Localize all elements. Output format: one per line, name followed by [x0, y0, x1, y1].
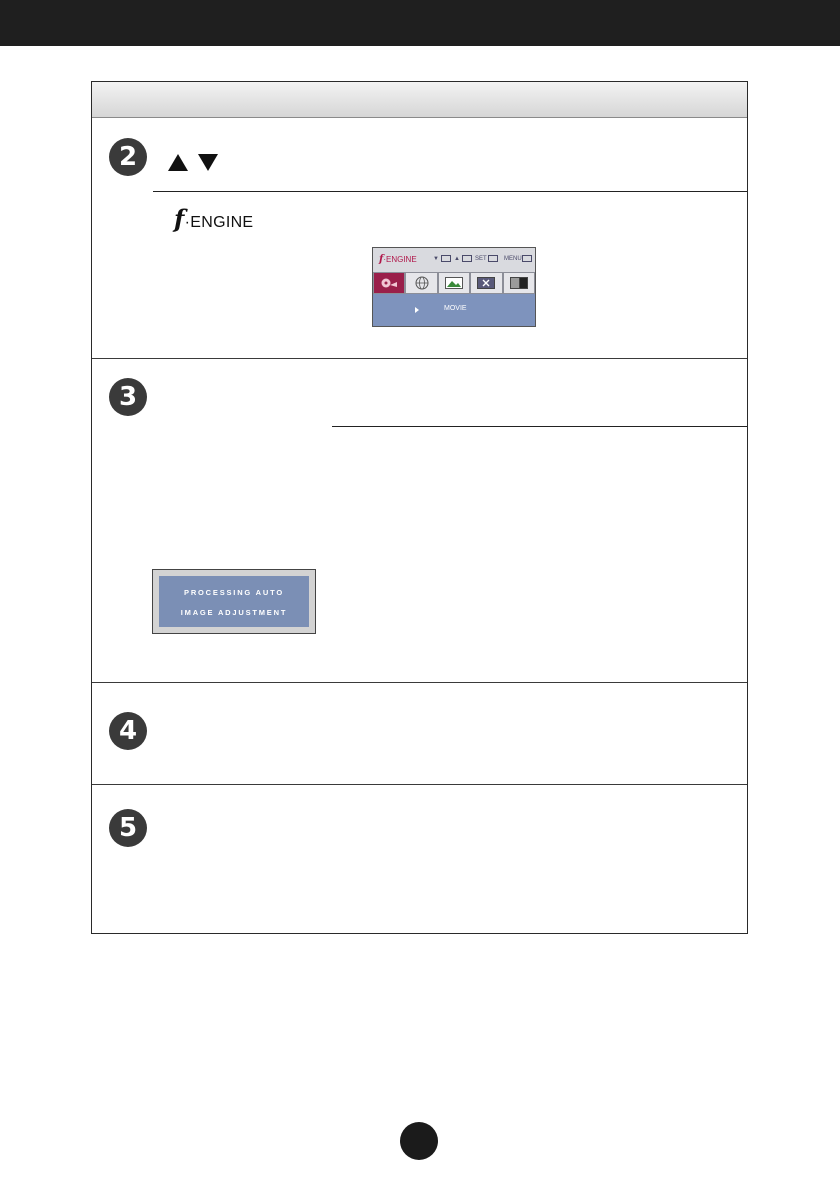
osd-key-box [488, 255, 498, 262]
gradient-glyph [510, 277, 528, 289]
content-frame [91, 81, 748, 934]
step-3-badge: 3 [109, 378, 147, 416]
processing-line-2: IMAGE ADJUSTMENT [180, 608, 288, 617]
picture-icon[interactable] [438, 272, 470, 294]
osd-f-mark: f [379, 254, 384, 265]
step-2-badge: 2 [109, 138, 147, 176]
osd-mode-label: MOVIE [444, 305, 467, 312]
user-icon[interactable] [503, 272, 535, 294]
section-divider [92, 784, 747, 785]
osd-title [379, 254, 417, 265]
internet-icon[interactable] [405, 272, 437, 294]
movie-icon[interactable] [373, 272, 405, 294]
section-divider [92, 358, 747, 359]
movie-reel-glyph [379, 277, 399, 289]
osd-title-bar [373, 248, 535, 272]
processing-panel [159, 576, 309, 627]
up-arrow-icon [168, 154, 188, 171]
osd-up-glyph: ▲ [454, 256, 460, 263]
globe-glyph [414, 276, 430, 290]
play-arrow-icon [415, 307, 419, 313]
osd-key-box [462, 255, 472, 262]
osd-mode-icons [373, 272, 535, 294]
processing-line-1: PROCESSING AUTO [184, 588, 284, 597]
osd-key-box [441, 255, 451, 262]
processing-message-screenshot [152, 569, 316, 634]
page-number-dot [400, 1122, 438, 1160]
osd-key-box [522, 255, 532, 262]
step-4-badge: 4 [109, 712, 147, 750]
fengine-f-mark: f [174, 204, 185, 233]
osd-menu-control [504, 255, 532, 262]
fengine-label [174, 204, 253, 233]
osd-down-control [433, 255, 451, 262]
frame-header [92, 82, 747, 118]
section3-rule [332, 426, 747, 427]
step-5-badge: 5 [109, 809, 147, 847]
osd-set-label: SET [475, 256, 487, 263]
osd-mode-panel [373, 294, 535, 326]
osd-set-control [475, 255, 498, 262]
top-bar [0, 0, 840, 46]
down-arrow-icon [198, 154, 218, 171]
x-box-glyph [477, 277, 495, 289]
section-divider [92, 682, 747, 683]
fengine-text: ·ENGINE [184, 214, 254, 231]
osd-menu-label: MENU [504, 256, 522, 263]
osd-up-control [454, 255, 472, 262]
osd-down-glyph: ▼ [433, 256, 439, 263]
fengine-osd-screenshot [372, 247, 536, 327]
off-icon[interactable] [470, 272, 502, 294]
osd-brand-text: ·ENGINE [383, 255, 417, 264]
section2-rule [153, 191, 747, 192]
landscape-glyph [445, 277, 463, 289]
